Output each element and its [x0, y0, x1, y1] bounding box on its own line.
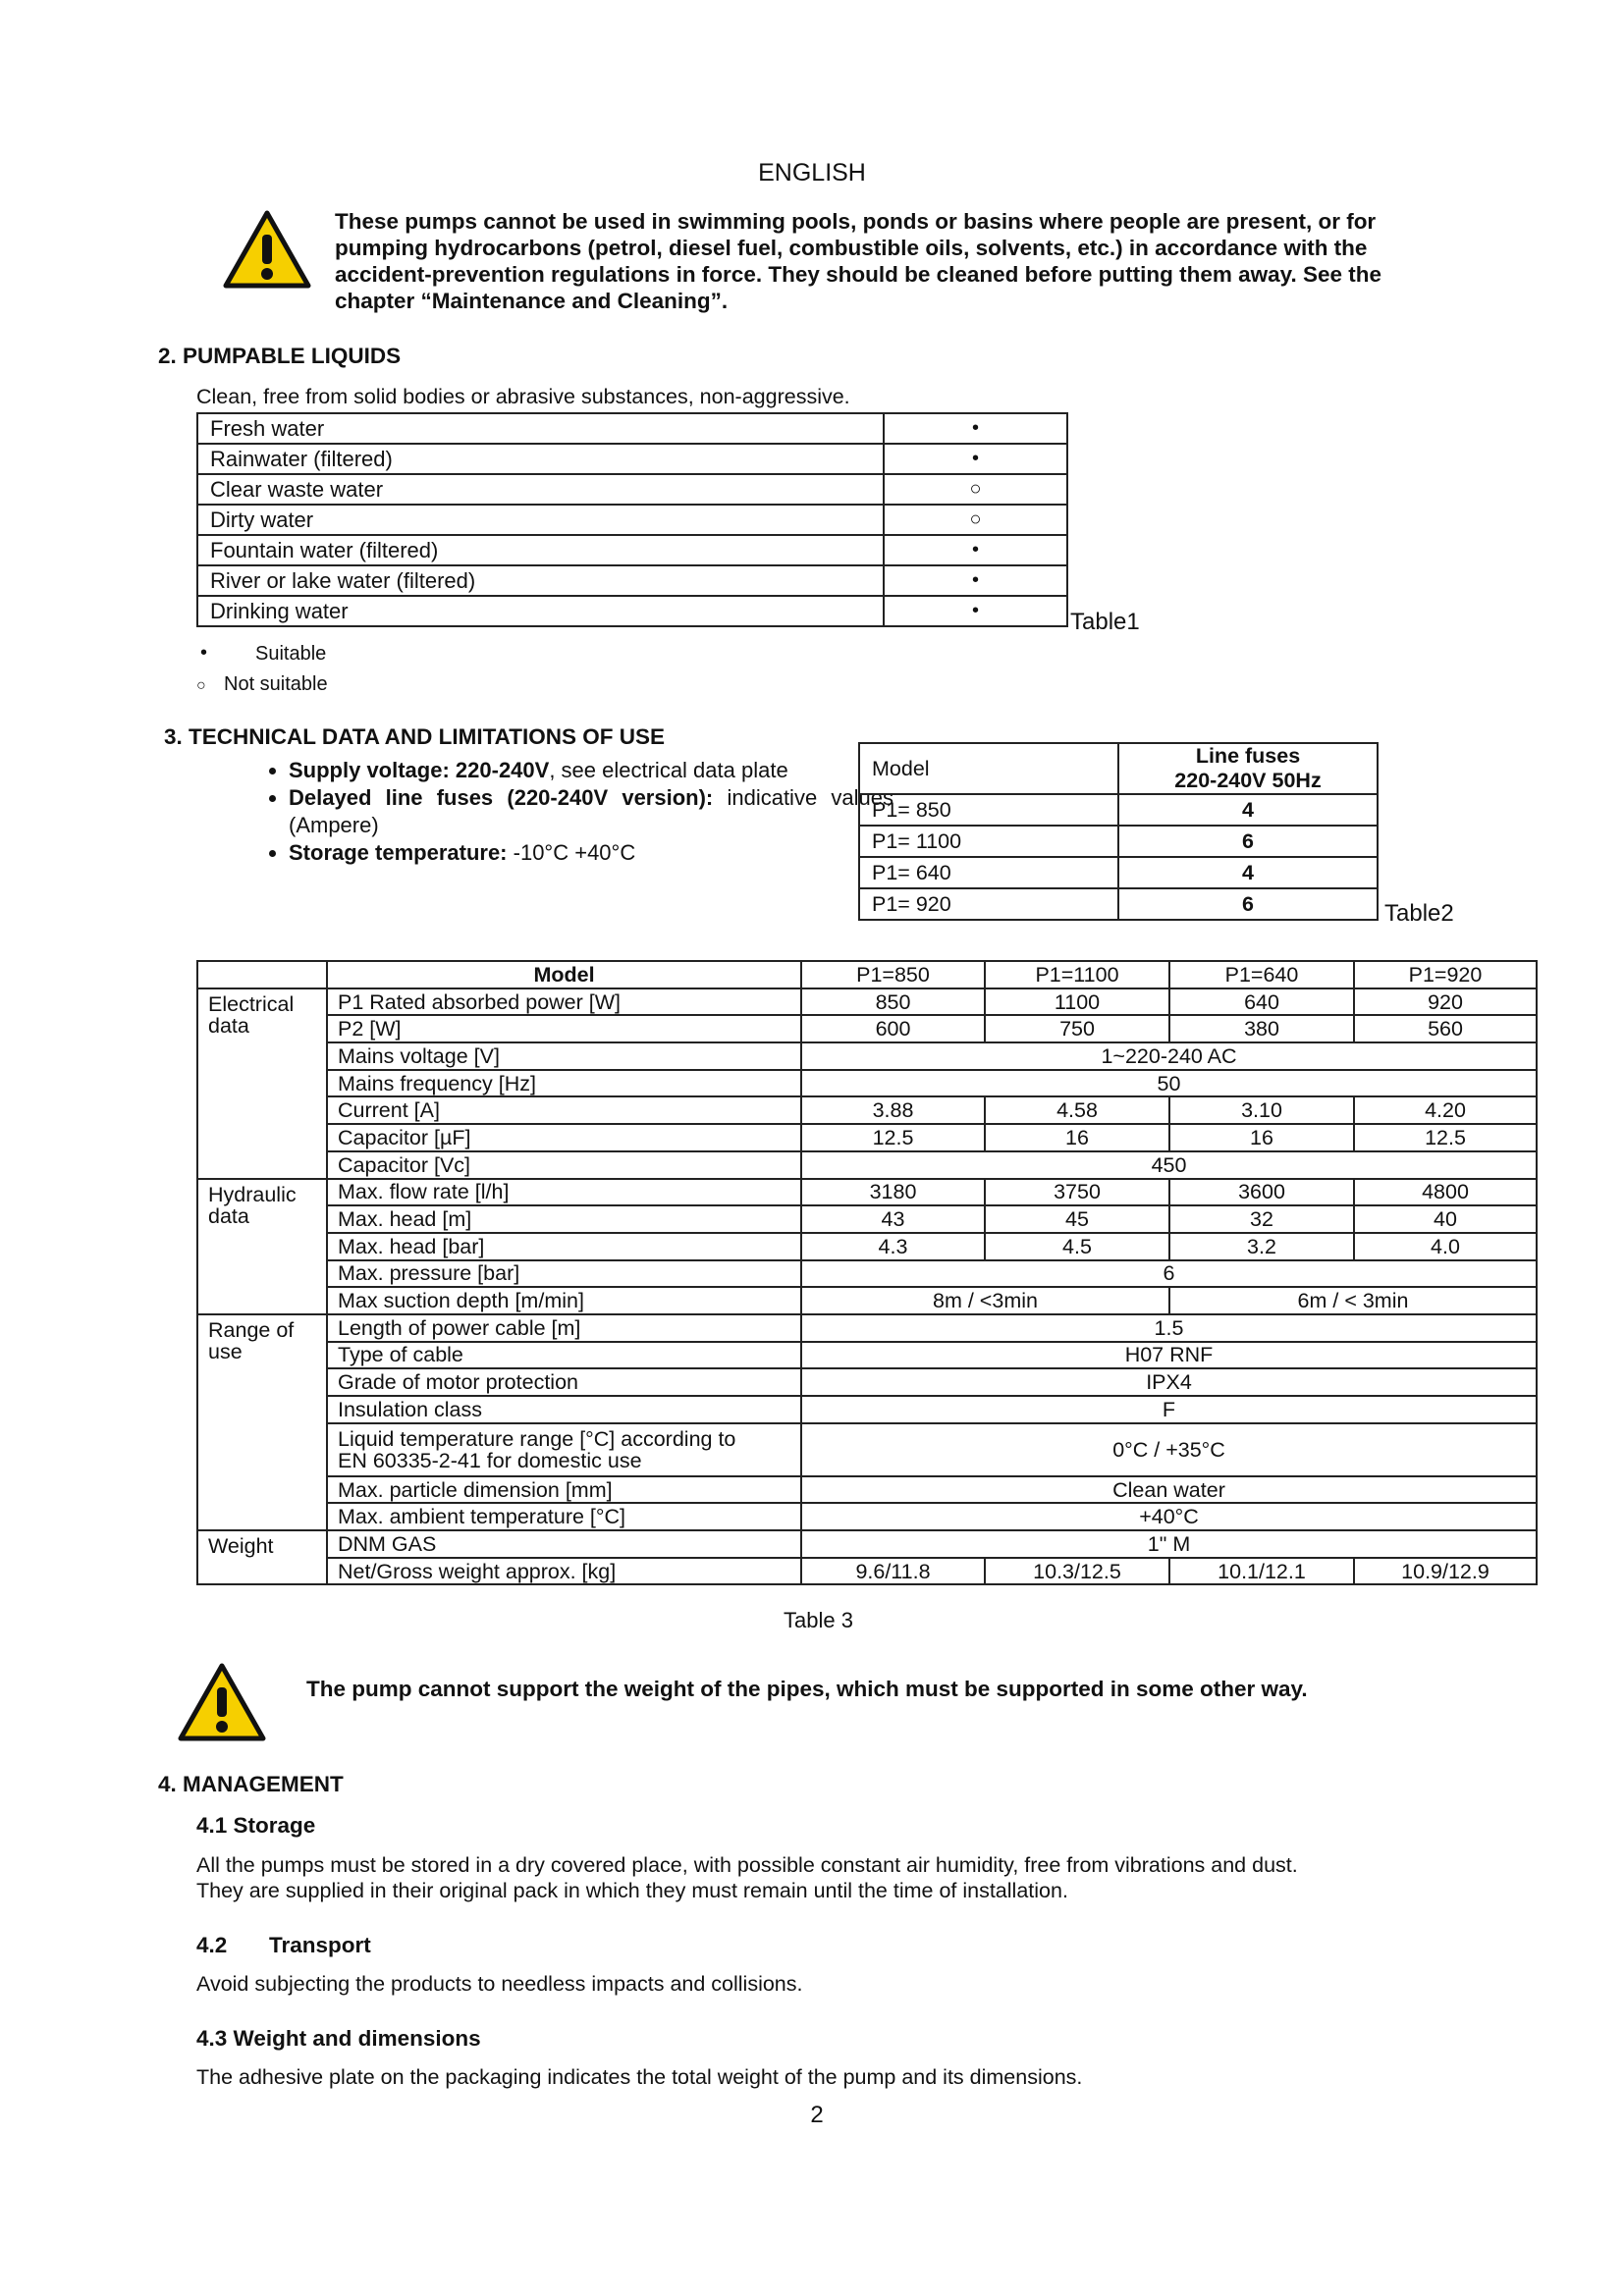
table-row: Max suction depth [m/min] 8m / <3min 6m / < 3min: [197, 1287, 1537, 1314]
table-row: P2 [W] 600 750 380 560: [197, 1015, 1537, 1042]
table-row: Capacitor [Vc] 450: [197, 1151, 1537, 1179]
warning-text-top: These pumps cannot be used in swimming pools, ponds or basins where people are present, or for pumping hydrocarbons (petrol, diesel fuel, combustible oils, solvents, etc.) in accordance with the accident-prevention regulations in force. They should be cleaned before putting them away. See the chapter “Maintenance and Cleaning”.: [335, 209, 1382, 313]
suitability-mark: •: [884, 413, 1067, 444]
section-4-2-number: 4.2: [196, 1933, 228, 1957]
liquid-name: Drinking water: [197, 596, 884, 626]
table-row: Grade of motor protection IPX4: [197, 1368, 1537, 1396]
legend-not-suitable: Not suitable: [224, 673, 328, 695]
section-4-heading: 4. MANAGEMENT: [158, 1772, 344, 1796]
liquids-table: [196, 412, 1068, 627]
section-4-1-title: 4.1 Storage: [196, 1813, 316, 1838]
section-4-1-text-1: All the pumps must be stored in a dry covered place, with possible constant air humidity, free from vibrations and dust.: [196, 1853, 1298, 1877]
warning-icon: [222, 209, 312, 290]
section-4-1-text-2: They are supplied in their original pack in which they must remain until the time of installation.: [196, 1879, 1068, 1902]
section-4-3-text: The adhesive plate on the packaging indicates the total weight of the pump and its dimensions.: [196, 2065, 1083, 2089]
table-row: Mains frequency [Hz] 50: [197, 1070, 1537, 1097]
table-header-row: Model P1=850 P1=1100 P1=640 P1=920: [197, 961, 1537, 988]
legend-suitable-mark: •: [200, 642, 208, 664]
warning-icon: [177, 1662, 267, 1742]
table-row: P1= 640 4: [859, 857, 1378, 888]
group-electrical: Electrical data: [197, 988, 327, 1179]
section-3-heading: 3. TECHNICAL DATA AND LIMITATIONS OF USE: [164, 724, 665, 749]
table3-caption: Table 3: [784, 1608, 853, 1632]
suitability-mark: •: [884, 444, 1067, 474]
table-row: [197, 444, 1067, 474]
language-header: ENGLISH: [758, 159, 866, 187]
table-row: Insulation class F: [197, 1396, 1537, 1423]
legend-not-suitable-mark: ○: [196, 677, 206, 694]
liquid-name: Fountain water (filtered): [197, 535, 884, 565]
table-row: Max. head [m] 43 45 32 40: [197, 1205, 1537, 1233]
table-row: [197, 535, 1067, 565]
section-2-intro: Clean, free from solid bodies or abrasive substances, non-aggressive.: [196, 385, 850, 408]
liquid-name: Clear waste water: [197, 474, 884, 505]
bullet-line-fuses: • Delayed line fuses (220-240V version): indicative values (Ampere): [289, 784, 893, 839]
table-row: Max. particle dimension [mm] Clean water: [197, 1476, 1537, 1504]
table-row: [197, 565, 1067, 596]
table-row: Max. head [bar] 4.3 4.5 3.2 4.0: [197, 1233, 1537, 1260]
section-4-2-text: Avoid subjecting the products to needless impacts and collisions.: [196, 1972, 803, 1996]
section-4-2-title: Transport: [269, 1933, 371, 1957]
table-row: Weight DNM GAS 1" M: [197, 1530, 1537, 1558]
table-row: [197, 505, 1067, 535]
liquid-name: Rainwater (filtered): [197, 444, 884, 474]
table-row: Max. ambient temperature [°C] +40°C: [197, 1503, 1537, 1530]
table-row: Mains voltage [V] 1~220-240 AC: [197, 1042, 1537, 1070]
table2-caption: Table2: [1384, 900, 1454, 927]
group-weight: Weight: [197, 1530, 327, 1584]
fuses-head-model: Model: [859, 743, 1118, 794]
table-row: Net/Gross weight approx. [kg] 9.6/11.8 10.3/12.5 10.1/12.1 10.9/12.9: [197, 1558, 1537, 1585]
suitability-mark: •: [884, 565, 1067, 596]
suitability-mark: ○: [884, 474, 1067, 505]
table-row: Current [A] 3.88 4.58 3.10 4.20: [197, 1096, 1537, 1124]
suitability-mark: •: [884, 535, 1067, 565]
table-row: Capacitor [µF] 12.5 16 16 12.5: [197, 1124, 1537, 1151]
page-number: 2: [810, 2102, 824, 2128]
section-3-bullets: [249, 757, 893, 867]
table1-caption: Table1: [1070, 609, 1140, 635]
table-row: [197, 596, 1067, 626]
table-row: Hydraulic data Max. flow rate [l/h] 3180 3750 3600 4800: [197, 1179, 1537, 1206]
liquid-name: Dirty water: [197, 505, 884, 535]
table-row: Type of cable H07 RNF: [197, 1342, 1537, 1369]
section-4-3-title: 4.3 Weight and dimensions: [196, 2026, 481, 2051]
fuses-head-fuse: Line fuses 220-240V 50Hz: [1118, 743, 1378, 794]
table-row: P1= 850 4: [859, 794, 1378, 826]
fuses-table: [858, 742, 1379, 921]
liquid-name: River or lake water (filtered): [197, 565, 884, 596]
technical-data-table: [196, 960, 1538, 1585]
bullet-supply-voltage: • Supply voltage: 220-240V, see electrical data plate: [289, 757, 893, 784]
group-range: Range of use: [197, 1314, 327, 1530]
liquid-name: Fresh water: [197, 413, 884, 444]
table-row: Max. pressure [bar] 6: [197, 1260, 1537, 1288]
table-row: Liquid temperature range [°C] according to EN 60335-2-41 for domestic use 0°C / +35°C: [197, 1423, 1537, 1476]
table-row: [197, 413, 1067, 444]
table-row: Range of use Length of power cable [m] 1.5: [197, 1314, 1537, 1342]
table-row: P1= 1100 6: [859, 826, 1378, 857]
section-2-heading: 2. PUMPABLE LIQUIDS: [158, 344, 402, 368]
table-row: [197, 474, 1067, 505]
table-row: P1= 920 6: [859, 888, 1378, 920]
suitability-mark: ○: [884, 505, 1067, 535]
group-hydraulic: Hydraulic data: [197, 1179, 327, 1314]
suitability-mark: •: [884, 596, 1067, 626]
warning-text-bottom: The pump cannot support the weight of the pipes, which must be supported in some other way.: [306, 1677, 1308, 1701]
legend-suitable: Suitable: [255, 643, 327, 665]
table-row: Electrical data P1 Rated absorbed power [W] 850 1100 640 920: [197, 988, 1537, 1016]
bullet-storage-temp: • Storage temperature: -10°C +40°C: [289, 839, 893, 867]
